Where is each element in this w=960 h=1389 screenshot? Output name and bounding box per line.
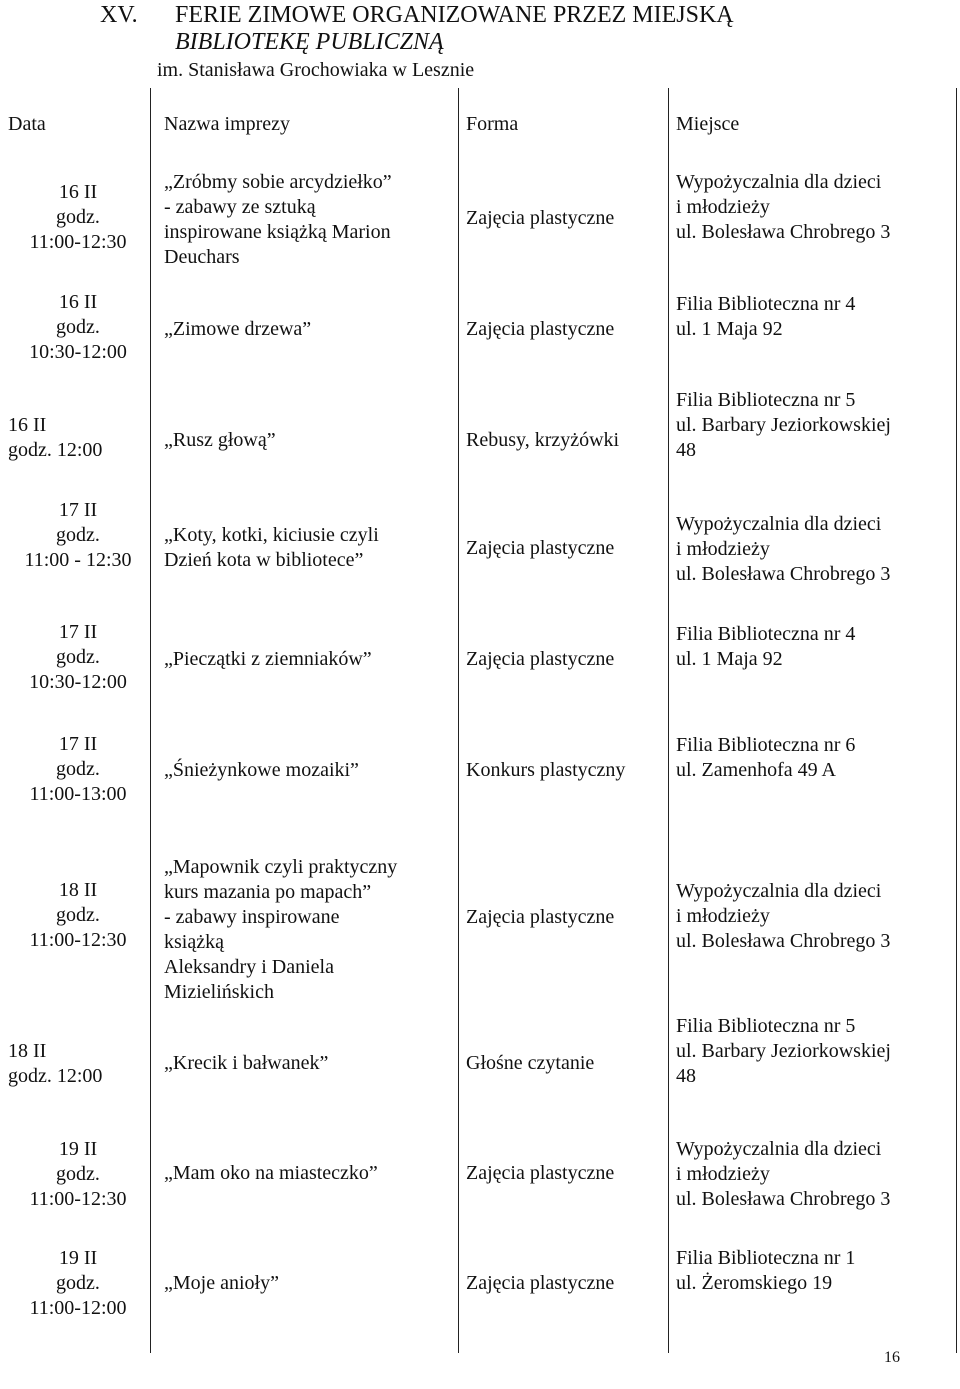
- event-name: „Krecik i bałwanek”: [164, 1052, 329, 1074]
- event-place: Filia Biblioteczna nr 4 ul. 1 Maja 92: [676, 623, 856, 670]
- event-place: Filia Biblioteczna nr 5 ul. Barbary Jeziorkowskiej 48: [676, 389, 891, 461]
- event-name: „Zróbmy sobie arcydziełko” - zabawy ze sztuką inspirowane książką Marion Deuchars: [164, 171, 392, 268]
- event-name: „Koty, kotki, kiciusie czyli Dzień kota w bibliotece”: [164, 524, 379, 571]
- event-place: Wypożyczalnia dla dzieci i młodzieży ul. Bolesława Chrobrego 3: [676, 880, 891, 952]
- event-place: Filia Biblioteczna nr 4 ul. 1 Maja 92: [676, 293, 856, 340]
- heading-line-1: FERIE ZIMOWE ORGANIZOWANE PRZEZ MIEJSKĄ: [175, 2, 734, 28]
- event-form: Zajęcia plastyczne: [466, 648, 615, 670]
- event-name: „Mam oko na miasteczko”: [164, 1162, 378, 1184]
- event-place: Filia Biblioteczna nr 5 ul. Barbary Jeziorkowskiej 48: [676, 1015, 891, 1087]
- event-form: Zajęcia plastyczne: [466, 318, 615, 340]
- event-date: 16 II godz. 12:00: [8, 414, 103, 461]
- event-form: Zajęcia plastyczne: [466, 906, 615, 928]
- event-name: „Śnieżynkowe mozaiki”: [164, 759, 359, 781]
- event-name: „Rusz głową”: [164, 429, 276, 451]
- event-place: Wypożyczalnia dla dzieci i młodzieży ul. Bolesława Chrobrego 3: [676, 1138, 891, 1210]
- event-form: Zajęcia plastyczne: [466, 1272, 615, 1294]
- column-divider: [956, 88, 957, 1353]
- event-place: Filia Biblioteczna nr 6 ul. Zamenhofa 49 A: [676, 734, 856, 781]
- event-form: Zajęcia plastyczne: [466, 1162, 615, 1184]
- event-date: 19 II godz. 11:00-12:30: [29, 1138, 127, 1210]
- heading-line-2: BIBLIOTEKĘ PUBLICZNĄ: [175, 29, 444, 55]
- event-name: „Pieczątki z ziemniaków”: [164, 648, 372, 670]
- header-name: Nazwa imprezy: [164, 113, 291, 135]
- event-place: Filia Biblioteczna nr 1 ul. Żeromskiego 19: [676, 1247, 856, 1294]
- event-place: Wypożyczalnia dla dzieci i młodzieży ul. Bolesława Chrobrego 3: [676, 513, 891, 585]
- event-date: 16 II godz. 11:00-12:30: [29, 181, 127, 253]
- event-name: „Moje anioły”: [164, 1272, 279, 1294]
- event-name: „Mapownik czyli praktyczny kurs mazania po mapach” - zabawy inspirowane książką Aleksandry i Daniela Mizielińskich: [164, 856, 398, 1003]
- event-form: Zajęcia plastyczne: [466, 207, 615, 229]
- column-divider: [458, 88, 459, 1353]
- header-form: Forma: [466, 113, 519, 135]
- event-date: 17 II godz. 10:30-12:00: [29, 621, 127, 693]
- event-date: 17 II godz. 11:00 - 12:30: [24, 499, 132, 571]
- event-date: 18 II godz. 12:00: [8, 1040, 103, 1087]
- header-place: Miejsce: [676, 113, 740, 135]
- event-form: Konkurs plastyczny: [466, 759, 626, 781]
- header-date: Data: [8, 113, 46, 135]
- event-date: 17 II godz. 11:00-13:00: [29, 733, 127, 805]
- page-number: 16: [884, 1349, 900, 1366]
- event-form: Zajęcia plastyczne: [466, 537, 615, 559]
- section-number: XV.: [100, 2, 138, 28]
- event-date: 16 II godz. 10:30-12:00: [29, 291, 127, 363]
- event-place: Wypożyczalnia dla dzieci i młodzieży ul. Bolesława Chrobrego 3: [676, 171, 891, 243]
- column-divider: [668, 88, 669, 1353]
- event-form: Rebusy, krzyżówki: [466, 429, 620, 451]
- event-name: „Zimowe drzewa”: [164, 318, 312, 340]
- event-date: 18 II godz. 11:00-12:30: [29, 879, 127, 951]
- event-date: 19 II godz. 11:00-12:00: [29, 1247, 127, 1319]
- column-divider: [150, 88, 151, 1353]
- event-form: Głośne czytanie: [466, 1052, 595, 1074]
- heading-line-3: im. Stanisława Grochowiaka w Lesznie: [157, 59, 475, 81]
